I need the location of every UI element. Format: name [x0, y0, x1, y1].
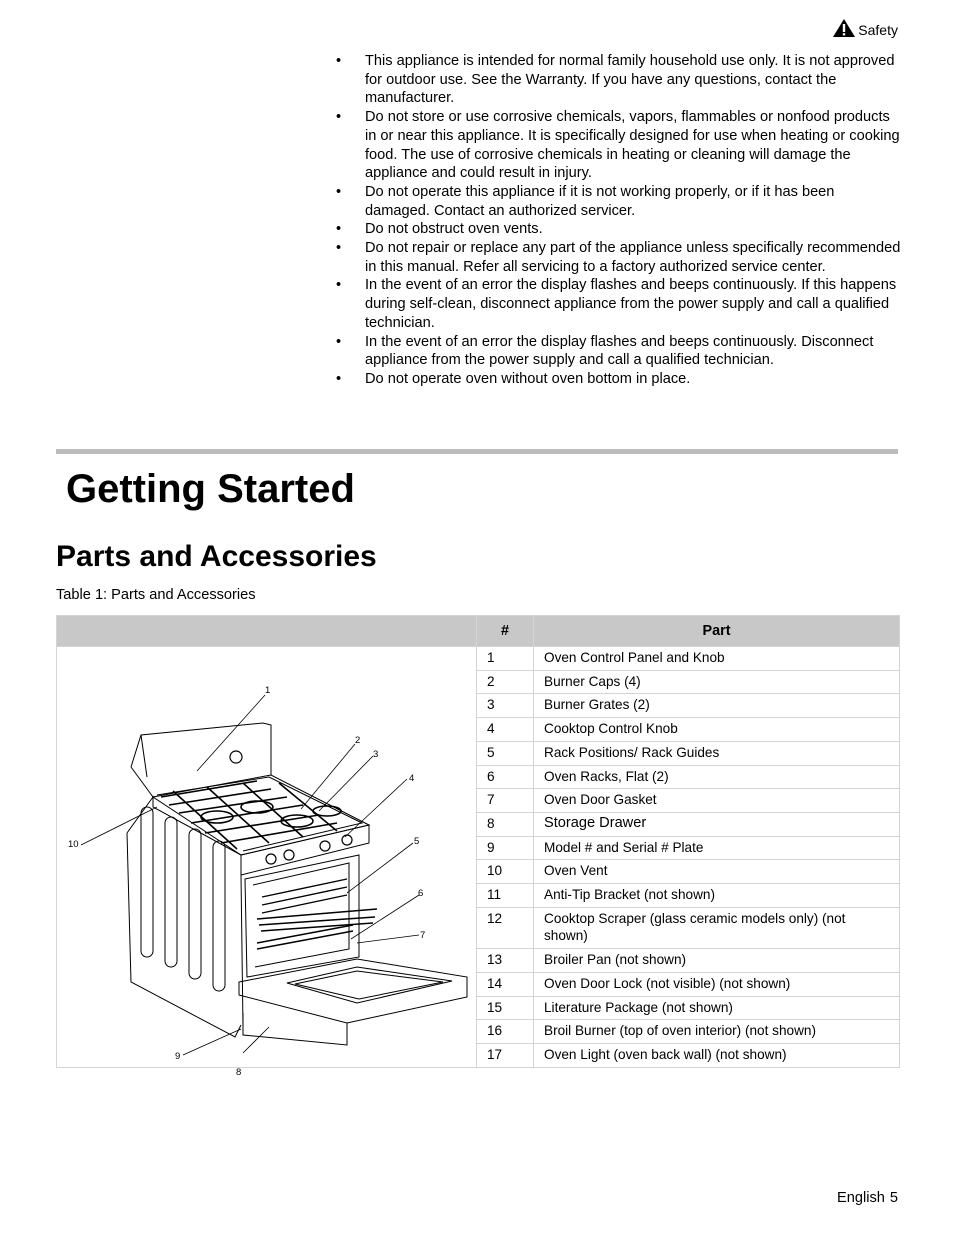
part-name: Oven Racks, Flat (2) — [534, 765, 900, 789]
section-title: Parts and Accessories — [56, 540, 377, 573]
part-name: Anti-Tip Bracket (not shown) — [534, 884, 900, 908]
warning-triangle-icon — [832, 18, 856, 38]
part-name: Broil Burner (top of oven interior) (not shown) — [534, 1020, 900, 1044]
callout-label: 3 — [373, 749, 379, 760]
page-number: 5 — [889, 1190, 898, 1206]
part-number: 3 — [477, 694, 534, 718]
part-name: Oven Vent — [534, 860, 900, 884]
part-number: 5 — [477, 741, 534, 765]
part-number: 1 — [477, 647, 534, 671]
part-name: Burner Caps (4) — [534, 670, 900, 694]
part-name: Oven Door Lock (not visible) (not shown) — [534, 972, 900, 996]
part-number: 17 — [477, 1044, 534, 1068]
part-name: Literature Package (not shown) — [534, 996, 900, 1020]
part-name: Cooktop Control Knob — [534, 718, 900, 742]
part-name: Cooktop Scraper (glass ceramic models only) (not shown) — [534, 907, 900, 948]
page-footer — [837, 1190, 898, 1206]
callout-label: 5 — [414, 836, 420, 847]
header-image-col — [57, 616, 477, 647]
parts-table — [56, 615, 900, 1078]
part-name: Rack Positions/ Rack Guides — [534, 741, 900, 765]
safety-bullet: • In the event of an error the display flashes and beeps continuously. Disconnect appliance from the power supply and call a qualified technician. — [336, 333, 901, 370]
table-row — [57, 647, 900, 671]
part-name: Oven Light (oven back wall) (not shown) — [534, 1044, 900, 1068]
part-name: Model # and Serial # Plate — [534, 836, 900, 860]
part-name: Oven Control Panel and Knob — [534, 647, 900, 671]
part-name: Oven Door Gasket — [534, 789, 900, 813]
part-number: 13 — [477, 949, 534, 973]
range-diagram — [57, 647, 477, 1078]
callout-label: 6 — [418, 888, 424, 899]
callout-label: 1 — [265, 685, 271, 696]
safety-bullet-list — [336, 52, 901, 389]
safety-bullet: • Do not obstruct oven vents. — [336, 220, 901, 239]
part-number: 4 — [477, 718, 534, 742]
safety-bullet: • Do not repair or replace any part of the appliance unless specifically recommended in this manual. Refer all servicing to a factory authorized service center. — [336, 239, 901, 276]
header-number-col: # — [477, 616, 534, 647]
part-number: 8 — [477, 813, 534, 837]
safety-bullet: • Do not operate this appliance if it is not working properly, or if it has been damaged. Contact an authorized servicer. — [336, 183, 901, 220]
callout-label: 4 — [409, 773, 415, 784]
range-diagram-cell — [57, 647, 477, 1078]
part-number: 12 — [477, 907, 534, 948]
part-number: 9 — [477, 836, 534, 860]
part-number: 10 — [477, 860, 534, 884]
header-section-label: Safety — [858, 22, 898, 38]
part-number: 11 — [477, 884, 534, 908]
part-number: 14 — [477, 972, 534, 996]
footer-language: English — [837, 1190, 885, 1206]
part-number: 2 — [477, 670, 534, 694]
safety-bullet: • In the event of an error the display flashes and beeps continuously. If this happens during self-clean, disconnect appliance from the power supply and call a qualified technician. — [336, 276, 901, 332]
chapter-divider — [56, 449, 898, 454]
callout-label: 10 — [68, 839, 79, 850]
safety-bullet: • Do not operate oven without oven bottom in place. — [336, 370, 901, 389]
part-name: Broiler Pan (not shown) — [534, 949, 900, 973]
table-header-row — [57, 616, 900, 647]
part-number: 7 — [477, 789, 534, 813]
part-number: 16 — [477, 1020, 534, 1044]
safety-bullet: • Do not store or use corrosive chemicals, vapors, flammables or nonfood products in or near this appliance. It is specifically designed for use when heating or cooking food. The use of corrosive chemicals in heating or cleaning will damage the appliance and could result in injury. — [336, 108, 901, 183]
header-part-col: Part — [534, 616, 900, 647]
callout-label: 7 — [420, 930, 426, 941]
chapter-title: Getting Started — [66, 467, 355, 511]
part-number: 15 — [477, 996, 534, 1020]
part-number: 6 — [477, 765, 534, 789]
callout-label: 9 — [175, 1051, 181, 1062]
callout-label: 2 — [355, 735, 361, 746]
page-header — [832, 18, 898, 38]
safety-bullet: • This appliance is intended for normal family household use only. It is not approved for outdoor use. See the Warranty. If you have any questions, contact the manufacturer. — [336, 52, 901, 108]
table-caption: Table 1: Parts and Accessories — [56, 587, 256, 603]
part-name: Storage Drawer — [534, 813, 900, 837]
callout-label: 8 — [236, 1067, 242, 1078]
part-name: Burner Grates (2) — [534, 694, 900, 718]
